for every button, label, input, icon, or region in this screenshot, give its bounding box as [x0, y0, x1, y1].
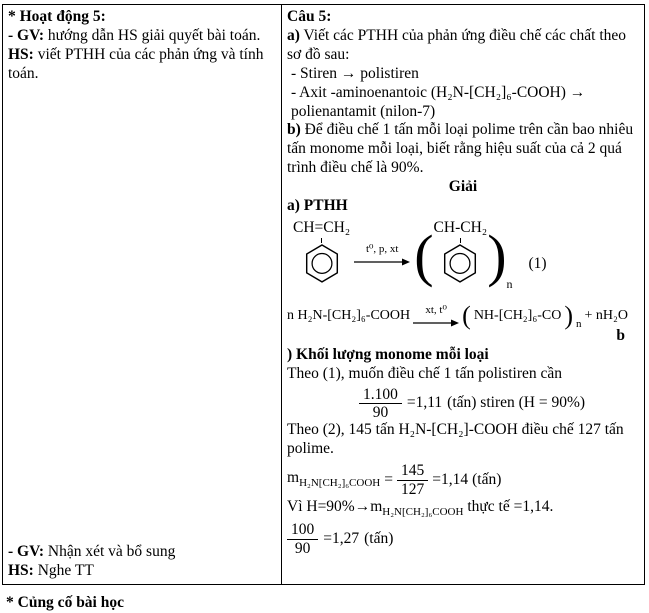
question-title: Câu 5: [287, 8, 332, 25]
gv-text-2: Nhận xét và bổ sung [44, 543, 176, 561]
hs-feedback-line [8, 562, 276, 581]
polystyrene-structure [414, 219, 512, 293]
question-part-b [287, 121, 639, 178]
arrow-icon [354, 257, 410, 267]
hs-label-2: HS: [8, 562, 34, 580]
hs-text-2: Nghe TT [33, 562, 94, 580]
solution-heading: Giải [448, 178, 478, 196]
solution-part-a-heading: a) PTHH [287, 197, 348, 215]
reactant-formula: n H₂N-[CH₂]₆-COOH [287, 308, 411, 324]
mass-m: m [287, 469, 300, 487]
gv-label: - GV: [8, 26, 45, 44]
activity-title: * Hoạt động 5: [8, 8, 106, 25]
hs-label: HS: [8, 45, 34, 63]
activity-column [3, 5, 282, 584]
gv-feedback-line [8, 543, 276, 562]
footer-section-heading: * Củng cố bài học [6, 594, 124, 611]
solution-part-b-heading: ) Khối lượng monome mỗi loại [287, 345, 489, 363]
benzene-ring-icon [304, 243, 340, 283]
degree-of-polymerization: n [506, 276, 513, 291]
reaction-2-equation [287, 300, 639, 330]
fraction-denominator: 90 [372, 404, 389, 422]
repeat-unit-label: CH-CH₂ [433, 218, 488, 236]
part-a-label: a) [287, 26, 300, 44]
vinyl-group-label: CH=CH₂ [293, 218, 351, 236]
mass-symbol [287, 469, 380, 491]
scheme-styrene: - Stiren → polistiren [291, 64, 419, 82]
gv-text: hướng dẫn HS giải quyết bài toán. [44, 26, 261, 44]
fraction-numerator: 1.100 [359, 386, 402, 404]
byproduct-formula: + nH₂O [584, 308, 629, 324]
open-paren: ( [414, 222, 434, 288]
calc3-subscript: H₂N[CH₂]₆COOH [382, 506, 464, 519]
reaction-arrow-2 [413, 304, 459, 328]
reaction-conditions-1: t⁰, p, xt [365, 242, 399, 255]
mass-subscript: H₂N[CH₂]₆COOH [299, 477, 381, 490]
calc1-result: =1,11 [406, 394, 443, 412]
calc4-unit: (tấn) [364, 529, 394, 547]
gv-label-2: - GV: [8, 543, 45, 561]
fraction-numerator: 145 [397, 462, 428, 480]
fraction [397, 462, 428, 498]
close-paren: ) [487, 222, 507, 288]
calc4-result: =1,27 [323, 529, 360, 547]
question-column [282, 5, 644, 584]
fraction-denominator: 127 [400, 480, 425, 498]
calc2-intro: Theo (2), 145 tấn H₂N-[CH₂]-COOH điều chế 127 tấn polime. [287, 421, 624, 458]
fraction-denominator: 90 [294, 539, 311, 557]
part-a-text: Viết các PTHH của phản ứng điều chế các chất theo sơ đồ sau: [287, 26, 627, 63]
fraction [359, 386, 402, 422]
scheme-aminoacid: - Axit -aminoenantoic (H₂N-[CH₂]₆-COOH) → polienantamit (nilon-7) [291, 83, 586, 120]
calc1-expression [359, 386, 639, 422]
calc2-expression [287, 462, 639, 498]
fraction [287, 521, 318, 557]
calc3-line [287, 498, 639, 520]
part-b-label: b) [287, 121, 301, 139]
open-paren: ( [462, 300, 471, 330]
equation-number: (1) [528, 254, 547, 272]
styrene-structure [293, 219, 350, 283]
polymer-repeat-unit: NH-[CH₂]₆-CO [473, 308, 562, 324]
calc1-unit: (tấn) stiren (H = 90%) [447, 394, 586, 412]
gv-instruction-line [8, 27, 276, 46]
calc2-unit: (tấn) [472, 470, 502, 488]
reaction-conditions-2: xt, t⁰ [425, 303, 447, 316]
lesson-plan-table [2, 4, 645, 585]
question-part-a [287, 27, 639, 65]
calc3-post: thực tế =1,14. [463, 497, 554, 515]
repeat-unit [434, 219, 488, 283]
calc4-expression [287, 521, 639, 557]
benzene-ring-icon [442, 243, 478, 283]
calc3-pre: Vì H=90%→m [287, 497, 383, 515]
degree-of-polymerization: n [576, 317, 582, 330]
reaction-1-diagram [293, 219, 639, 293]
hs-instruction-line [8, 46, 276, 84]
left-column-spacer [8, 84, 276, 544]
equals-sign: = [384, 470, 393, 488]
part-b-stray-label: b [616, 326, 625, 344]
part-b-text: Để điều chế 1 tấn mỗi loại polime trên cần bao nhiêu tấn monome mỗi loại, biết rằng hiệu suất của cả 2 quá trình điều chế là 90%. [287, 121, 634, 177]
reaction-arrow-1 [354, 243, 410, 267]
calc1-intro: Theo (1), muốn điều chế 1 tấn polistiren cần [287, 364, 563, 382]
fraction-numerator: 100 [287, 521, 318, 539]
hs-text: viết PTHH của các phản ứng và tính toán. [8, 45, 264, 82]
close-paren: ) [564, 300, 574, 330]
calc2-result: =1,14 [432, 470, 469, 488]
